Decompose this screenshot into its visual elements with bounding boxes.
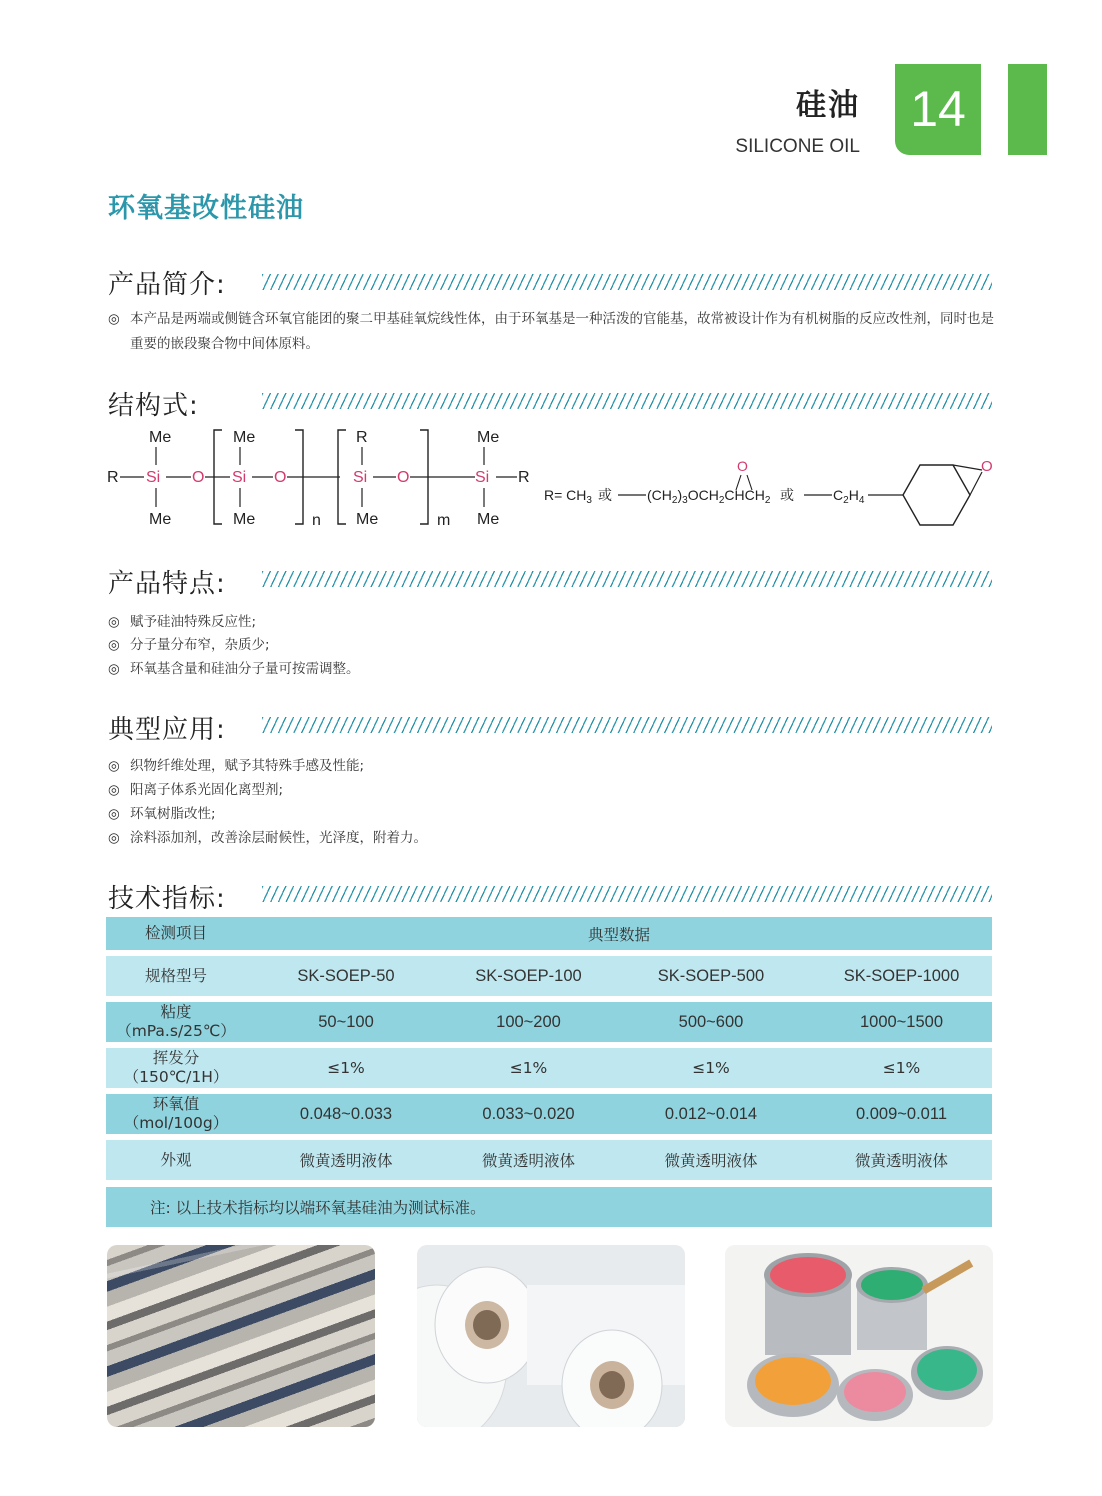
formula-me: Me [233,429,256,446]
formula-si: Si [353,469,368,486]
intro-paragraph [108,307,1008,357]
section-divider [262,717,992,733]
page-title: 环氧基改性硅油 [108,193,304,224]
table-cell: 0.012~0.014 [664,1104,758,1123]
bullet-icon: ◎ [108,782,120,798]
table-cell: 微黄透明液体 [481,1152,575,1170]
section-heading-intro: 产品简介: [108,270,226,300]
table-cell: ≤1% [882,1059,921,1077]
section-divider [262,886,992,902]
list-item: ◎ 涂料添加剂，改善涂层耐候性，光泽度，附着力。 [108,830,427,846]
table-cell: 1000~1500 [859,1012,944,1031]
formula-me: Me [477,429,500,446]
epoxide-o: O [737,458,748,474]
table-row [106,1002,992,1042]
list-item: ◎ 环氧树脂改性; [108,806,216,822]
plastic-film-photo [417,1245,685,1427]
formula-r: R [107,469,119,486]
table-cell: ≤1% [692,1059,730,1077]
formula-me: Me [149,511,172,528]
formula-me: Me [477,511,500,528]
bullet-icon: ◎ [108,806,120,822]
table-note-row [106,1187,992,1227]
intro-text: 本产品是两端或侧链含环氧官能团的聚二甲基硅氧烷线性体，由于环氧基是一种活泼的官能基，故常被设计作为有机树脂的反应改性剂，同时也是重要的嵌段聚合物中间体原料。 [130,311,994,352]
formula-m: m [437,512,451,529]
table-cell: SK-SOEP-100 [475,966,582,985]
formula-n: n [312,512,321,529]
r-definition: R= CH [544,487,587,503]
table-cell: 微黄透明液体 [854,1152,948,1170]
formula-me: Me [233,511,256,528]
formula-si: Si [232,469,247,486]
table-header-cell: 检测项目 [144,924,207,942]
table-cell: 0.048~0.033 [299,1104,393,1123]
bullet-icon: ◎ [108,661,120,677]
table-cell: SK-SOEP-1000 [843,966,960,985]
section-heading-applications: 典型应用: [108,715,226,745]
table-note: 注: 以上技术指标均以端环氧基硅油为测试标准。 [150,1199,486,1217]
formula-o: O [397,469,410,486]
category-title: 硅油 [796,88,860,123]
section-heading-features: 产品特点: [108,569,226,599]
formula-o: O [274,469,287,486]
table-cell: 500~600 [678,1012,744,1031]
section-heading-specs: 技术指标: [108,884,226,914]
bullet-icon: ◎ [108,758,120,774]
formula-r: R [518,469,530,486]
formula-o: O [192,469,205,486]
table-cell: 100~200 [496,1012,561,1031]
table-cell: 微黄透明液体 [664,1152,758,1170]
formula-r: R [356,429,368,446]
fabric-photo [107,1245,375,1427]
page-number-badge: 14 [895,64,981,155]
table-cell: 50~100 [318,1012,374,1031]
svg-text:R= CH3: $R= CH_3$ [544,487,592,506]
table-cell: SK-SOEP-500 [657,966,765,985]
section-divider [262,393,992,409]
list-item: ◎ 环氧基含量和硅油分子量可按需调整。 [108,661,360,677]
table-row [106,1094,992,1134]
section-divider [262,274,992,290]
formula-si: Si [146,469,161,486]
paint-cans-illustration [725,1245,993,1427]
table-cell-label: 环氧值 （mol/100g） [123,1095,229,1132]
or-text: 或 [598,488,612,504]
bullet-icon: ◎ [108,614,120,630]
film-rolls-illustration [417,1245,685,1427]
or-text: 或 [780,488,794,504]
bullet-icon: ◎ [108,311,120,327]
formula-si: Si [475,469,490,486]
paint-cans-photo [725,1245,993,1427]
list-item: ◎ 赋予硅油特殊反应性; [108,614,257,630]
structure-formula [100,420,1000,535]
table-cell: 0.033~0.020 [482,1104,575,1123]
bullet-icon: ◎ [108,637,120,653]
table-cell: ≤1% [327,1059,365,1077]
decorative-bar [1008,64,1047,155]
formula-me: Me [356,511,379,528]
table-cell: 0.009~0.011 [856,1104,947,1123]
list-item: ◎ 织物纤维处理，赋予其特殊手感及性能; [108,758,365,774]
table-cell: SK-SOEP-50 [297,966,395,985]
table-row [106,1048,992,1088]
formula-me: Me [149,429,172,446]
list-item: ◎ 阳离子体系光固化离型剂; [108,782,284,798]
table-cell-label: 粘度 （mPa.s/25℃） [116,1003,236,1040]
bullet-icon: ◎ [108,830,120,846]
table-header-row [106,917,992,950]
section-heading-structure: 结构式: [108,391,199,421]
svg-text:C2H4: $C_2H_4$ [833,487,865,506]
table-row [106,956,992,996]
table-header-cell: 典型数据 [587,925,650,944]
table-cell: ≤1% [509,1059,548,1077]
svg-text:(CH2)3OCH2CHCH2: $(CH_2)_3OCH_2CHCH_2$ [647,487,771,506]
table-cell: 微黄透明液体 [299,1152,393,1170]
table-row [106,1140,992,1180]
table-cell-label: 外观 [160,1150,192,1169]
table-cell-label: 规格型号 [144,966,207,985]
table-cell-label: 挥发分 （150℃/1H） [123,1049,229,1086]
list-item: ◎ 分子量分布窄，杂质少; [108,637,270,653]
category-subtitle: SILICONE OIL [735,136,860,157]
ring-o: O [981,458,993,475]
section-divider [262,571,992,587]
